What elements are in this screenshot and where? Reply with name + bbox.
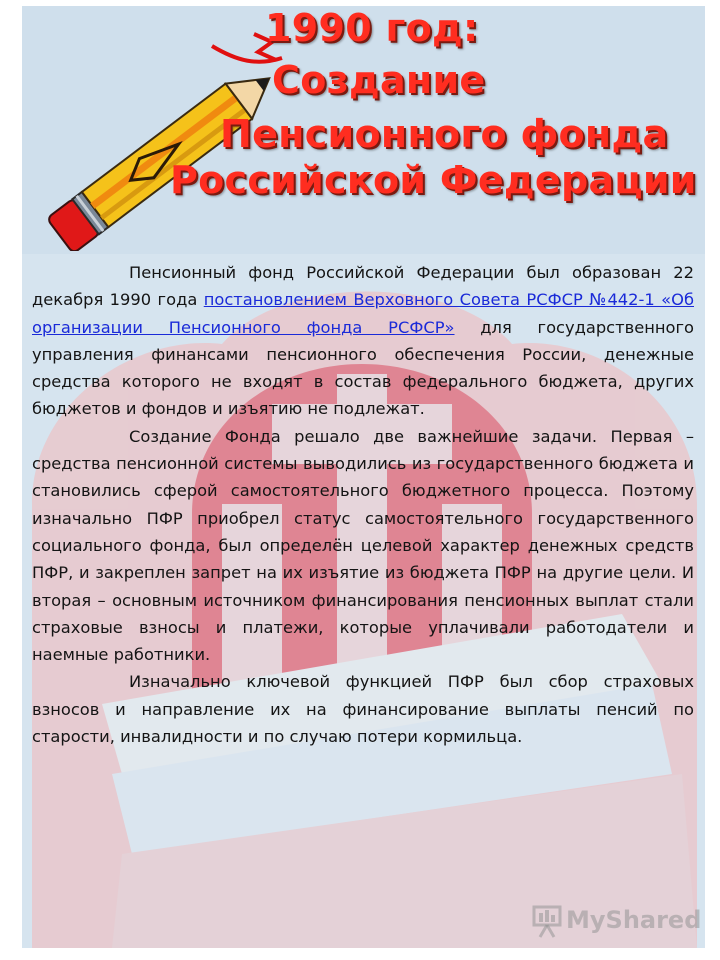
presentation-icon (532, 905, 562, 939)
slide (22, 6, 705, 948)
watermark-text: MyShared (566, 906, 702, 934)
title-line-federation: Российской Федерации (170, 158, 697, 202)
paragraph-1 (32, 259, 694, 423)
body-text (32, 259, 694, 750)
paragraph-1-text-end: для государственного управления финансами пенсионного обеспечения России, денежные средства которого не входят в состав федерального бюджета, других бюджетов и фондов и изъятию не подлежат. (32, 317, 694, 419)
paragraph-1-text-start: Пенсионный фонд Российской Федерации был образован 22 декабря 1990 года (32, 263, 694, 310)
paragraph-2: Создание Фонда решало две важнейшие задачи. Первая – средства пенсионной системы выводились из государственного бюджета и становились сферой самостоятельного бюджетного процесса. Поэтому изначально ПФР приобрел статус самостоятельного государственного социального фонда, был определён целевой характер денежных средств ПФР, и закреплен запрет на их изъятие из бюджета ПФР на другие цели. И вторая – основным источником финансирования пенсионных выплат стали страховые взносы и платежи, которые уплачивали работодатели и наемные работники. (32, 426, 694, 665)
title-line-fund: Пенсионного фонда (220, 112, 669, 156)
resolution-link[interactable]: постановлением Верховного Совета РСФСР №442-1 «Об организации Пенсионного фонда РСФСР» (32, 290, 694, 337)
title-line-year: 1990 год: (265, 6, 479, 50)
paragraph-3: Изначально ключевой функцией ПФР был сбор страховых взносов и направление их на финансирование выплаты пенсий по старости, инвалидности и по случаю потери кормильца. (32, 672, 694, 747)
title-line-creation: Создание (272, 58, 486, 102)
watermark (532, 902, 702, 942)
title-block (22, 6, 705, 251)
